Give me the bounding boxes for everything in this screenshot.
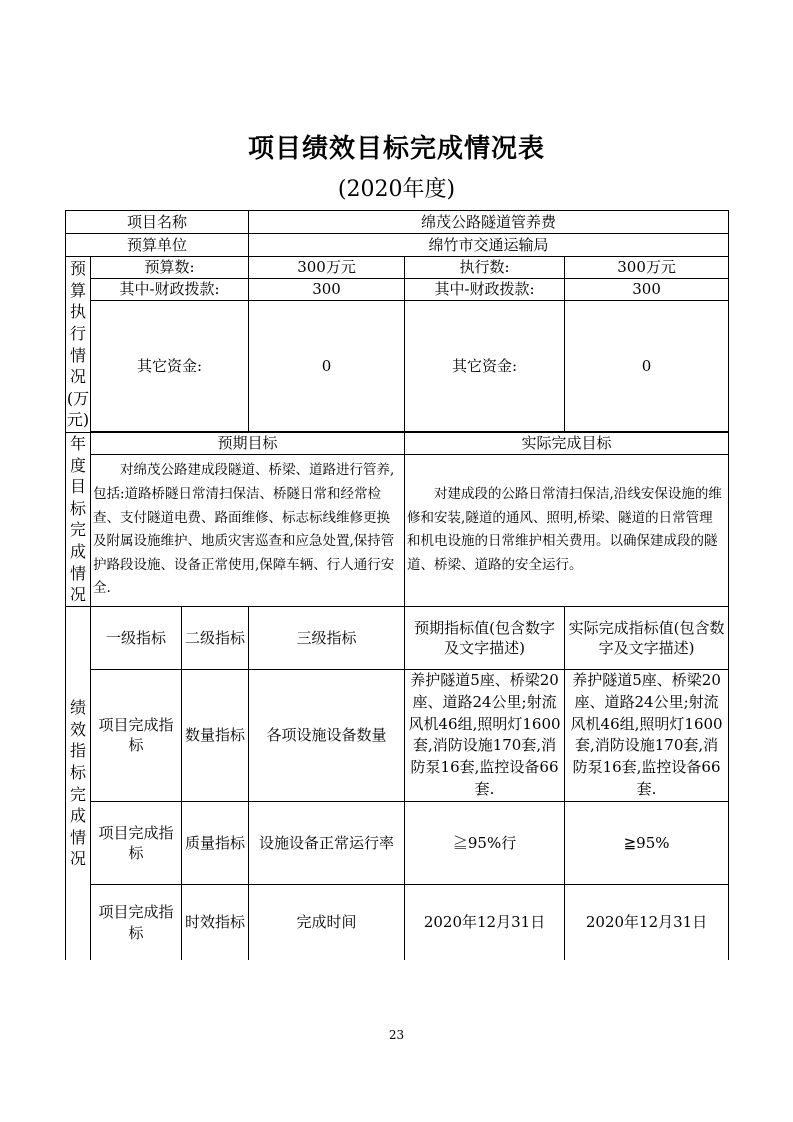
- timeliness-expected-value: 2020年12月31日: [405, 884, 565, 960]
- annual-goal-content-row: [66, 454, 729, 606]
- performance-table: [65, 210, 729, 960]
- project-name-label: 项目名称: [66, 211, 249, 234]
- annual-goal-header-row: [66, 433, 729, 455]
- project-name-row: [66, 211, 729, 234]
- finance-value: 300: [249, 279, 405, 301]
- finance-exec-label: 其中-财政拨款:: [405, 279, 565, 301]
- finance-exec-value: 300: [565, 279, 729, 301]
- budget-amount-value: 300万元: [249, 257, 405, 279]
- actual-goal-text: 对建成段的公路日常清扫保洁,沿线安保设施的维修和安装,隧道的通风、照明,桥梁、隧道的日常管理和机电设施的日常维护相关费用。以确保建成段的隧道、桥梁、道路的安全运行。: [405, 454, 729, 606]
- page-number: 23: [388, 1028, 405, 1042]
- timeliness-level3: 完成时间: [249, 884, 405, 960]
- quantity-expected-value: 养护隧道5座、桥梁20座、道路24公里;射流风机46组,照明灯1600套,消防设施170套,消防泵16套,监控设备66套.: [405, 669, 565, 801]
- quantity-indicator-row: [66, 669, 729, 801]
- quality-level2: 质量指标: [182, 801, 249, 884]
- timeliness-actual-value: 2020年12月31日: [565, 884, 729, 960]
- quality-level3: 设施设备正常运行率: [249, 801, 405, 884]
- exec-amount-value: 300万元: [565, 257, 729, 279]
- budget-unit-label: 预算单位: [66, 234, 249, 257]
- page-subtitle: (2020年度): [337, 177, 456, 202]
- project-name-value: 绵茂公路隧道管养费: [249, 211, 729, 234]
- page-title: 项目绩效目标完成情况表: [247, 134, 545, 164]
- quality-level1: 项目完成指标: [91, 801, 182, 884]
- budget-unit-value: 绵竹市交通运输局: [249, 234, 729, 257]
- level1-header: 一级指标: [91, 606, 182, 669]
- quality-indicator-row: [66, 801, 729, 884]
- other-funds-label: 其它资金:: [91, 301, 249, 432]
- quantity-level2: 数量指标: [182, 669, 249, 801]
- annual-goal-section-label: 年 度 目 标 完 成 情 况: [66, 433, 91, 607]
- budget-amount-row: [66, 257, 729, 279]
- quantity-actual-value: 养护隧道5座、桥梁20座、道路24公里;射流风机46组,照明灯1600套,消防设施170套,消防泵16套,监控设备66套.: [565, 669, 729, 801]
- quantity-level1: 项目完成指标: [91, 669, 182, 801]
- budget-unit-row: [66, 234, 729, 257]
- quality-expected-value: ≧95%行: [405, 801, 565, 884]
- level2-header: 二级指标: [182, 606, 249, 669]
- other-funds-exec-value: 0: [565, 301, 729, 432]
- level3-header: 三级指标: [249, 606, 405, 669]
- quantity-level3: 各项设施设备数量: [249, 669, 405, 801]
- other-funds-row: [66, 301, 729, 432]
- exec-amount-label: 执行数:: [405, 257, 565, 279]
- indicator-header-row: [66, 606, 729, 669]
- planned-goal-header: 预期目标: [91, 433, 405, 455]
- quality-actual-value: ≧95%: [565, 801, 729, 884]
- timeliness-level1: 项目完成指标: [91, 884, 182, 960]
- other-funds-exec-label: 其它资金:: [405, 301, 565, 432]
- timeliness-indicator-row: [66, 884, 729, 960]
- performance-section-label: 绩 效 指 标 完 成 情 况: [66, 606, 91, 960]
- actual-value-header: 实际完成指标值(包含数字及文字描述): [565, 606, 729, 669]
- timeliness-level2: 时效指标: [182, 884, 249, 960]
- budget-amount-label: 预算数:: [91, 257, 249, 279]
- budget-section-label: 预 算 执 行 情 况 (万 元): [66, 257, 91, 433]
- finance-label: 其中-财政拨款:: [91, 279, 249, 301]
- other-funds-value: 0: [249, 301, 405, 432]
- finance-row: [66, 279, 729, 301]
- actual-goal-header: 实际完成目标: [405, 433, 729, 455]
- planned-goal-text: 对绵茂公路建成段隧道、桥梁、道路进行管养,包括:道路桥隧日常清扫保洁、桥隧日常和经常检查、支付隧道电费、路面维修、标志标线维修更换及附属设施维护、地质灾害巡查和应急处置,保持管护路段设施、设备正常使用,保障车辆、行人通行安全.: [91, 454, 405, 606]
- expected-value-header: 预期指标值(包含数字及文字描述): [405, 606, 565, 669]
